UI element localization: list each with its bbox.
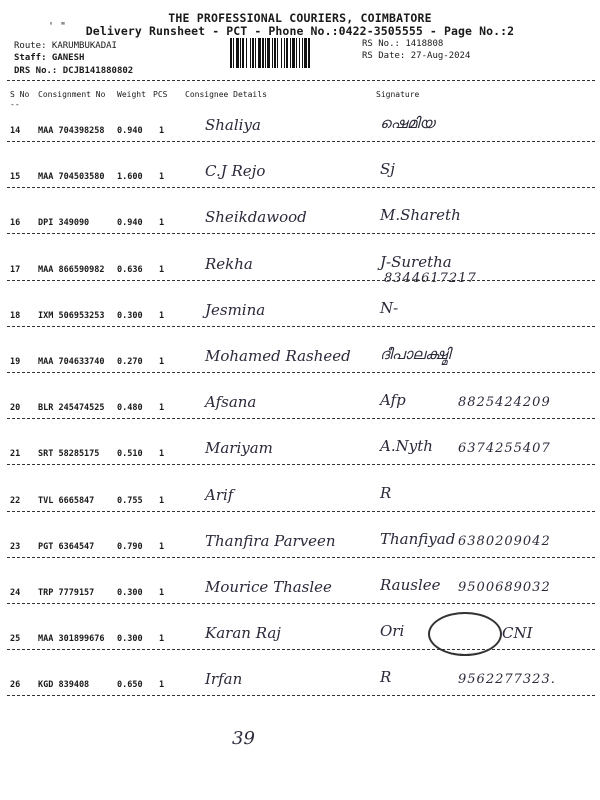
row-weight: 0.650 bbox=[117, 680, 143, 691]
table-row bbox=[0, 658, 600, 704]
row-weight: 0.480 bbox=[117, 403, 143, 414]
col-pcs: PCS bbox=[153, 90, 168, 99]
row-divider bbox=[7, 418, 595, 419]
row-pcs: 1 bbox=[159, 403, 165, 414]
row-sno: 17 bbox=[10, 264, 21, 275]
row-consignment-no: SRT 58285175 bbox=[38, 449, 100, 460]
barcode-bar bbox=[290, 38, 291, 68]
row-sno: 16 bbox=[10, 218, 21, 229]
row-pcs: 1 bbox=[159, 172, 165, 183]
barcode-bar bbox=[296, 38, 297, 68]
barcode-bar bbox=[258, 38, 261, 68]
barcode-bar bbox=[299, 38, 300, 68]
row-pcs: 1 bbox=[159, 310, 165, 321]
row-divider bbox=[7, 141, 595, 142]
barcode-bar bbox=[255, 38, 256, 68]
row-sno: 20 bbox=[10, 403, 21, 414]
row-divider bbox=[7, 464, 595, 465]
row-consignment-no: BLR 245474525 bbox=[38, 403, 105, 414]
row-weight: 0.790 bbox=[117, 541, 143, 552]
table-row bbox=[0, 612, 600, 658]
table-row bbox=[0, 243, 600, 289]
barcode-bar bbox=[246, 38, 247, 68]
row-consignment-no: MAA 704398258 bbox=[38, 126, 105, 136]
barcode-bar bbox=[242, 38, 244, 68]
row-weight: 0.300 bbox=[117, 588, 143, 598]
row-consignment-no: TRP 7779157 bbox=[38, 588, 95, 598]
row-signature-handwritten: Afp bbox=[380, 391, 406, 410]
barcode-bar bbox=[233, 38, 234, 68]
row-weight: 0.270 bbox=[117, 357, 143, 367]
row-sno: 18 bbox=[10, 310, 21, 321]
row-sno: 23 bbox=[10, 541, 21, 552]
row-consignment-no: MAA 866590982 bbox=[38, 264, 105, 275]
row-signature-handwritten: ഷെമിയ bbox=[380, 114, 435, 132]
barcode-bar bbox=[250, 38, 251, 68]
row-signature-handwritten: J-Suretha bbox=[380, 252, 452, 271]
row-signature-handwritten: R bbox=[380, 483, 392, 502]
barcode-bar bbox=[284, 38, 285, 68]
row-consignee-handwritten: Karan Raj bbox=[205, 624, 281, 643]
row-divider bbox=[7, 511, 595, 512]
row-consignee-handwritten: Sheikdawood bbox=[205, 208, 307, 227]
row-pcs: 1 bbox=[159, 541, 165, 552]
row-signature-handwritten: Thanfiyad bbox=[380, 529, 456, 548]
row-consignee-handwritten: C.J Rejo bbox=[205, 162, 266, 181]
row-weight: 0.300 bbox=[117, 634, 143, 645]
row-consignee-handwritten: Rekha bbox=[205, 254, 253, 273]
header-divider bbox=[7, 80, 595, 81]
barcode-bar bbox=[304, 38, 307, 68]
row-sno: 14 bbox=[10, 126, 21, 136]
barcode-bar bbox=[272, 38, 273, 68]
table-row bbox=[0, 196, 600, 242]
row-consignee-handwritten: Jesmina bbox=[205, 300, 266, 319]
col-consignment: Consignment No bbox=[38, 90, 106, 99]
row-divider bbox=[7, 557, 595, 558]
row-phone-handwritten: 6380209042 bbox=[458, 533, 551, 549]
barcode-bar bbox=[292, 38, 295, 68]
row-signature-handwritten: ദീപാലക്ഷ്മി bbox=[380, 345, 451, 363]
row-sno: 15 bbox=[10, 172, 21, 183]
row-consignment-no: DPI 349090 bbox=[38, 218, 90, 229]
row-weight: 0.940 bbox=[117, 218, 143, 229]
col-signature: Signature bbox=[376, 90, 420, 99]
row-divider bbox=[7, 280, 595, 281]
company-title: THE PROFESSIONAL COURIERS, COIMBATORE bbox=[168, 11, 432, 25]
row-consignment-no: PGT 6364547 bbox=[38, 541, 95, 552]
row-consignee-handwritten: Irfan bbox=[205, 670, 243, 689]
barcode-bar bbox=[302, 38, 303, 68]
barcode-bar bbox=[308, 38, 310, 68]
row-phone-handwritten: 8344617217 bbox=[384, 270, 477, 286]
route-label: Route: KARUMBUKADAI bbox=[14, 41, 117, 51]
handwritten-page-number: 39 bbox=[232, 728, 255, 749]
barcode-bar bbox=[240, 38, 241, 68]
row-pcs: 1 bbox=[159, 218, 165, 229]
row-sno: 26 bbox=[10, 680, 21, 691]
row-phone-handwritten: 8825424209 bbox=[458, 395, 551, 411]
row-phone-handwritten: 9562277323. bbox=[458, 672, 556, 688]
rs-number: RS No.: 1418808 bbox=[362, 39, 444, 49]
row-sno: 22 bbox=[10, 495, 21, 506]
row-divider bbox=[7, 326, 595, 327]
row-sno: 25 bbox=[10, 634, 21, 645]
table-row bbox=[0, 566, 600, 612]
col-sno: S No bbox=[10, 90, 30, 99]
row-consignment-no: MAA 704503580 bbox=[38, 172, 105, 183]
row-divider bbox=[7, 233, 595, 234]
table-row bbox=[0, 381, 600, 427]
row-consignee-handwritten: Mourice Thaslee bbox=[205, 578, 332, 596]
row-consignment-no: IXM 506953253 bbox=[38, 310, 105, 321]
barcode-bar bbox=[252, 38, 254, 68]
row-signature-handwritten: R bbox=[380, 668, 392, 687]
table-row bbox=[0, 474, 600, 520]
row-consignee-handwritten: Mohamed Rasheed bbox=[205, 347, 351, 365]
row-phone-handwritten: 6374255407 bbox=[458, 441, 551, 457]
corner-mark: ' " bbox=[48, 21, 67, 32]
row-consignee-handwritten: Arif bbox=[205, 485, 234, 504]
rs-date: RS Date: 27-Aug-2024 bbox=[362, 51, 471, 61]
staff-label: Staff: GANESH bbox=[14, 53, 85, 63]
row-divider bbox=[7, 603, 595, 604]
row-weight: 0.300 bbox=[117, 310, 143, 321]
row-divider bbox=[7, 187, 595, 188]
row-pcs: 1 bbox=[159, 126, 165, 136]
col-weight: Weight bbox=[117, 90, 146, 99]
row-sno: 19 bbox=[10, 357, 21, 367]
row-weight: 0.636 bbox=[117, 264, 143, 275]
row-consignee-handwritten: Thanfira Parveen bbox=[205, 531, 336, 550]
runsheet-subtitle: Delivery Runsheet - PCT - Phone No.:0422-3505555 - Page No.:2 bbox=[85, 24, 515, 38]
row-divider bbox=[7, 695, 595, 696]
row-weight: 0.940 bbox=[117, 126, 143, 136]
row-consignment-no: MAA 704633740 bbox=[38, 357, 105, 367]
barcode-bar bbox=[286, 38, 288, 68]
row-consignee-handwritten: Afsana bbox=[205, 393, 257, 412]
barcode-bar bbox=[262, 38, 264, 68]
col-consignee: Consignee Details bbox=[185, 90, 267, 99]
table-row bbox=[0, 104, 600, 150]
row-consignment-no: MAA 301899676 bbox=[38, 634, 105, 645]
row-pcs: 1 bbox=[159, 680, 165, 691]
row-phone-handwritten: 9500689032 bbox=[458, 580, 551, 595]
row-pcs: 1 bbox=[159, 634, 165, 645]
row-consignee-handwritten: Mariyam bbox=[205, 439, 273, 458]
row-signature-handwritten: Ori bbox=[380, 622, 405, 641]
row-sno: 21 bbox=[10, 449, 21, 460]
table-row bbox=[0, 289, 600, 335]
table-row bbox=[0, 520, 600, 566]
table-row bbox=[0, 150, 600, 196]
row-weight: 1.600 bbox=[117, 172, 143, 183]
row-signature-handwritten: A.Nyth bbox=[380, 437, 433, 456]
table-row bbox=[0, 335, 600, 381]
barcode-bar bbox=[230, 38, 232, 68]
row-pcs: 1 bbox=[159, 264, 165, 275]
barcode bbox=[230, 38, 356, 68]
row-signature-handwritten: N- bbox=[380, 298, 399, 317]
drs-number: DRS No.: DCJB141880802 bbox=[14, 66, 134, 76]
row-weight: 0.510 bbox=[117, 449, 143, 460]
row-signature-handwritten: M.Shareth bbox=[380, 206, 461, 225]
row-weight: 0.755 bbox=[117, 495, 143, 506]
barcode-bar bbox=[265, 38, 266, 68]
barcode-bar bbox=[281, 38, 282, 68]
barcode-bar bbox=[267, 38, 270, 68]
row-consignment-no: KGD 839408 bbox=[38, 680, 90, 691]
row-pcs: 1 bbox=[159, 449, 165, 460]
row-signature-handwritten: Rauslee bbox=[380, 576, 441, 594]
row-pcs: 1 bbox=[159, 357, 165, 367]
barcode-bar bbox=[236, 38, 239, 68]
row-pcs: 1 bbox=[159, 495, 165, 506]
row-consignee-handwritten: Shaliya bbox=[205, 116, 261, 134]
row-signature-handwritten: Sj bbox=[380, 160, 395, 179]
row-note-handwritten: CNI bbox=[502, 624, 533, 643]
barcode-bar bbox=[274, 38, 276, 68]
row-sno: 24 bbox=[10, 588, 21, 598]
table-row bbox=[0, 427, 600, 473]
row-consignment-no: TVL 6665847 bbox=[38, 495, 95, 506]
row-pcs: 1 bbox=[159, 588, 165, 598]
barcode-bar bbox=[277, 38, 278, 68]
dash-mark: -- bbox=[10, 100, 20, 109]
row-divider bbox=[7, 372, 595, 373]
row-divider bbox=[7, 649, 595, 650]
